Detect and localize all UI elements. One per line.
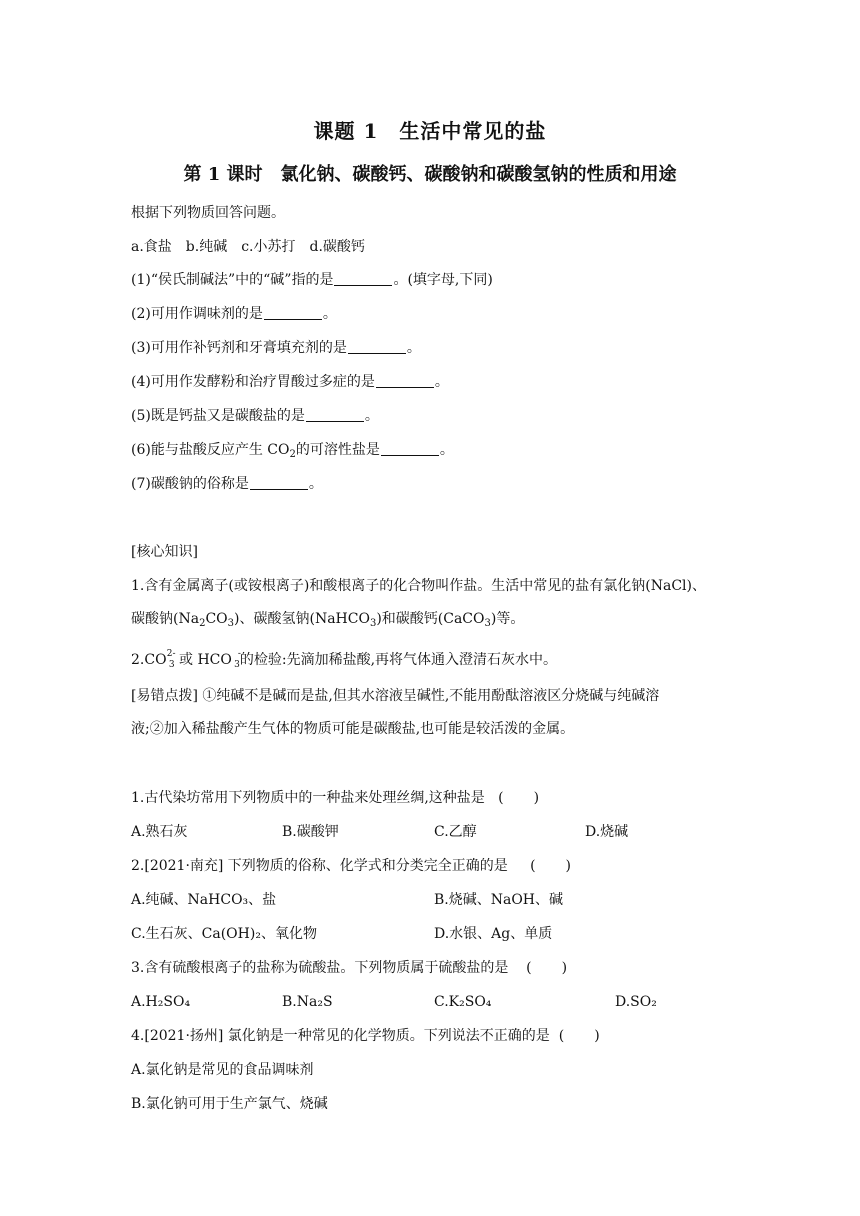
- tip-line-2: 液;②加入稀盐酸产生气体的物质可能是碳酸盐,也可能是较活泼的金属。: [131, 721, 575, 737]
- intro-prompt: 根据下列物质回答问题。: [131, 205, 285, 221]
- exercise-1-option-a[interactable]: A.熟石灰: [131, 824, 188, 840]
- question-1: (1)“侯氏制碱法”中的“碱”指的是 。(填字母,下同): [131, 272, 493, 288]
- exercise-1-option-d[interactable]: D.烧碱: [585, 824, 629, 840]
- exercise-1-stem: 1.古代染坊常用下列物质中的一种盐来处理丝绸,这种盐是 ( ): [131, 790, 540, 806]
- answer-blank[interactable]: [264, 305, 322, 320]
- exercise-4-stem: 4.[2021·扬州] 氯化钠是一种常见的化学物质。下列说法不正确的是 ( ): [131, 1028, 600, 1044]
- exercise-3-option-d[interactable]: D.SO₂: [615, 994, 657, 1010]
- exercise-3-stem: 3.含有硫酸根离子的盐称为硫酸盐。下列物质属于硫酸盐的是 ( ): [131, 960, 568, 976]
- core-paragraph-2: 2.CO 2- 3 或 HCO - 3 的检验:先滴加稀盐酸,再将气体通入澄清石灰水中。: [131, 649, 558, 670]
- exercise-2-stem: 2.[2021·南充] 下列物质的俗称、化学式和分类完全正确的是 ( ): [131, 858, 572, 874]
- core-paragraph-1: 1.含有金属离子(或铵根离子)和酸根离子的化合物叫作盐。生活中常见的盐有氯化钠(NaCl)、: [131, 578, 706, 594]
- answer-blank[interactable]: [306, 407, 364, 422]
- question-4: (4)可用作发酵粉和治疗胃酸过多症的是 。: [131, 374, 449, 390]
- core-paragraph-1-cont: 碳酸钠$(Na_2CO_3)$、碳酸氢钠(NaHCO$_3$)和碳酸钙(CaCO$_3$)等。: [131, 611, 525, 629]
- question-3: (3)可用作补钙剂和牙膏填充剂的是 。: [131, 340, 421, 356]
- exercise-3-option-b[interactable]: B.Na₂S: [282, 994, 333, 1010]
- core-heading: [核心知识]: [131, 544, 198, 560]
- answer-blank[interactable]: [381, 441, 439, 456]
- answer-blank[interactable]: [348, 339, 406, 354]
- exercise-3-option-a[interactable]: A.H₂SO₄: [131, 994, 191, 1010]
- answer-blank[interactable]: [376, 373, 434, 388]
- exercise-4-option-b[interactable]: B.氯化钠可用于生产氯气、烧碱: [131, 1096, 328, 1112]
- answer-blank[interactable]: [334, 271, 392, 286]
- tip-line-1: [易错点拨] ①纯碱不是碱而是盐,但其水溶液呈碱性,不能用酚酞溶液区分烧碱与纯碱溶: [131, 688, 660, 704]
- question-7: (7)碳酸钠的俗称是 。: [131, 476, 323, 492]
- exercise-1-option-c[interactable]: C.乙醇: [434, 824, 477, 840]
- exercise-4-option-a[interactable]: A.氯化钠是常见的食品调味剂: [131, 1062, 314, 1078]
- answer-blank[interactable]: [250, 475, 308, 490]
- exercise-2-option-a[interactable]: A.纯碱、NaHCO₃、盐: [131, 892, 277, 908]
- exercise-1-option-b[interactable]: B.碳酸钾: [282, 824, 339, 840]
- question-2: (2)可用作调味剂的是 。: [131, 306, 337, 322]
- question-5: (5)既是钙盐又是碳酸盐的是 。: [131, 408, 379, 424]
- page-title: 课题 1 生活中常见的盐: [313, 119, 547, 143]
- exercise-3-option-c[interactable]: C.K₂SO₄: [434, 994, 492, 1010]
- question-6: (6)能与盐酸反应产生 $CO_2$的可溶性盐是 。: [131, 442, 454, 460]
- page-subtitle: 第 1 课时 氯化钠、碳酸钙、碳酸钠和碳酸氢钠的性质和用途: [183, 164, 677, 185]
- exercise-2-option-b[interactable]: B.烧碱、NaOH、碱: [434, 892, 564, 908]
- exercise-2-option-d[interactable]: D.水银、Ag、单质: [434, 926, 553, 942]
- exercise-2-option-c[interactable]: C.生石灰、Ca(OH)₂、氧化物: [131, 926, 317, 942]
- intro-options: a.食盐 b.纯碱 c.小苏打 d.碳酸钙: [131, 239, 365, 255]
